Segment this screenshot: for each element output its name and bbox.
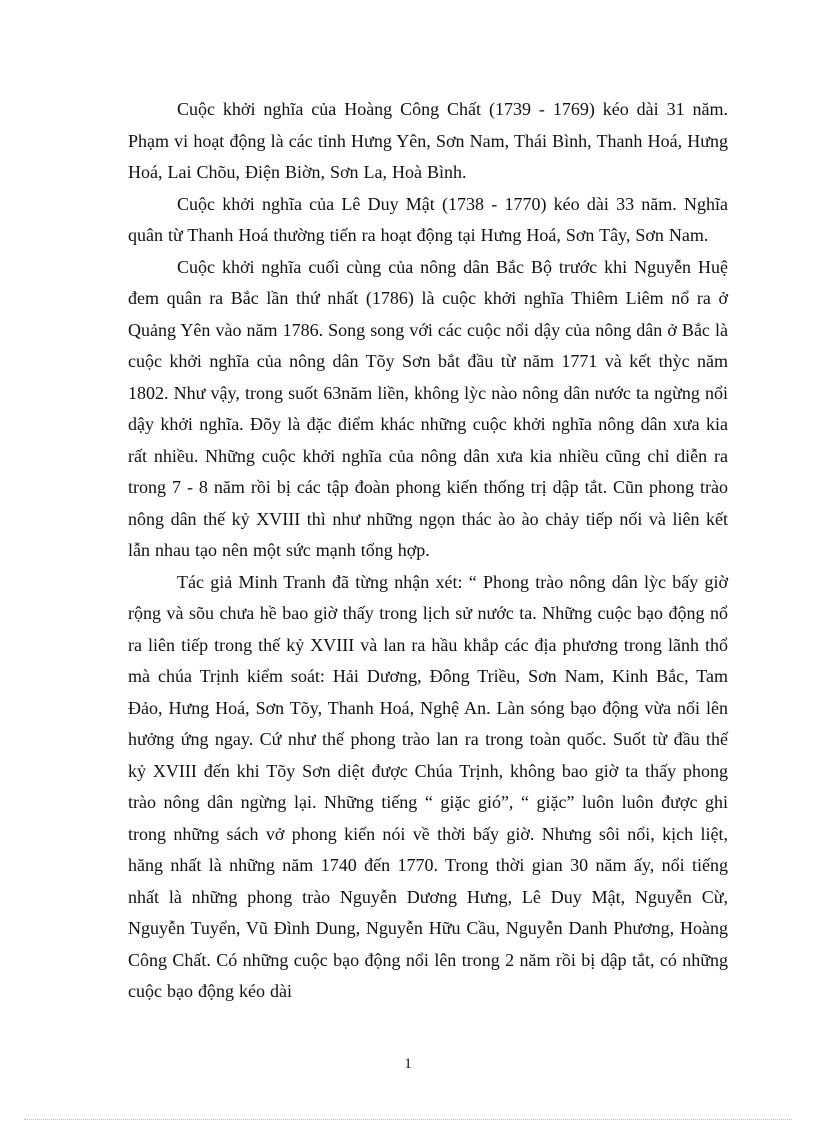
body-text [128,94,728,1008]
page-bottom-divider [24,1119,792,1120]
paragraph-thiem-liem-uprising: Cuộc khởi nghĩa cuối cùng của nông dân Bắc Bộ trước khi Nguyễn Huệ đem quân ra Bắc lần thứ nhất (1786) là cuộc khởi nghĩa Thiêm Liêm nổ ra ở Quảng Yên vào năm 1786. Song song với các cuộc nổi dậy của nông dân ở Bắc là cuộc khởi nghĩa của nông dân Tõy Sơn bắt đầu từ năm 1771 và kết thỳc năm 1802. Như vậy, trong suốt 63năm liền, không lỳc nào nông dân nước ta ngừng nổi dậy khởi nghĩa. Đõy là đặc điểm khác những cuộc khởi nghĩa nông dân xưa kia rất nhiều. Những cuộc khởi nghĩa của nông dân xưa kia nhiều cũng chỉ diễn ra trong 7 - 8 năm rồi bị các tập đoàn phong kiến thống trị dập tắt. Cũn phong trào nông dân thế kỷ XVIII thì như những ngọn thác ào ào chảy tiếp nối và liên kết lẫn nhau tạo nên một sức mạnh tổng hợp. [128,256,728,560]
paragraph-hoang-cong-chat: Cuộc khởi nghĩa của Hoàng Công Chất (1739 - 1769) kéo dài 31 năm. Phạm vi hoạt động là các tỉnh Hưng Yên, Sơn Nam, Thái Bình, Thanh Hoá, Hưng Hoá, Lai Chõu, Điện Biờn, Sơn La, Hoà Bình. [128,99,728,182]
page-number: 1 [404,1056,412,1072]
paragraph-minh-tranh-quote: Tác giả Minh Tranh đã từng nhận xét: “ Phong trào nông dân lỳc bấy giờ rộng và sõu chưa hề bao giờ thấy trong lịch sử nước ta. Những cuộc bạo động nổ ra liên tiếp trong thế kỷ XVIII và lan ra hầu khắp các địa phương trong lãnh thổ mà chúa Trịnh kiểm soát: Hải Dương, Đông Triều, Sơn Nam, Kinh Bắc, Tam Đảo, Hưng Hoá, Sơn Tõy, Thanh Hoá, Nghệ An. Làn sóng bạo động vừa nổi lên hưởng ứng ngay. Cứ như thế phong trào lan ra trong toàn quốc. Suốt từ đầu thế kỷ XVIII đến khi Tõy Sơn diệt được Chúa Trịnh, không bao giờ ta thấy phong trào nông dân ngừng lại. Những tiếng “ giặc gió”, “ giặc” luôn luôn được ghi trong những sách vở phong kiến nói về thời bấy giờ. Nhưng sôi nổi, kịch liệt, hăng nhất là những năm 1740 đến 1770. Trong thời gian 30 năm ấy, nổi tiếng nhất là những phong trào Nguyễn Dương Hưng, Lê Duy Mật, Nguyễn Cừ, Nguyễn Tuyển, Vũ Đình Dung, Nguyễn Hữu Cầu, Nguyễn Danh Phương, Hoàng Công Chất. Có những cuộc bạo động nổi lên trong 2 năm rồi bị dập tắt, có những cuộc bạo động kéo dài [128,571,728,1001]
paragraph-le-duy-mat: Cuộc khởi nghĩa của Lê Duy Mật (1738 - 1770) kéo dài 33 năm. Nghĩa quân từ Thanh Hoá thường tiến ra hoạt động tại Hưng Hoá, Sơn Tây, Sơn Nam. [128,193,728,245]
